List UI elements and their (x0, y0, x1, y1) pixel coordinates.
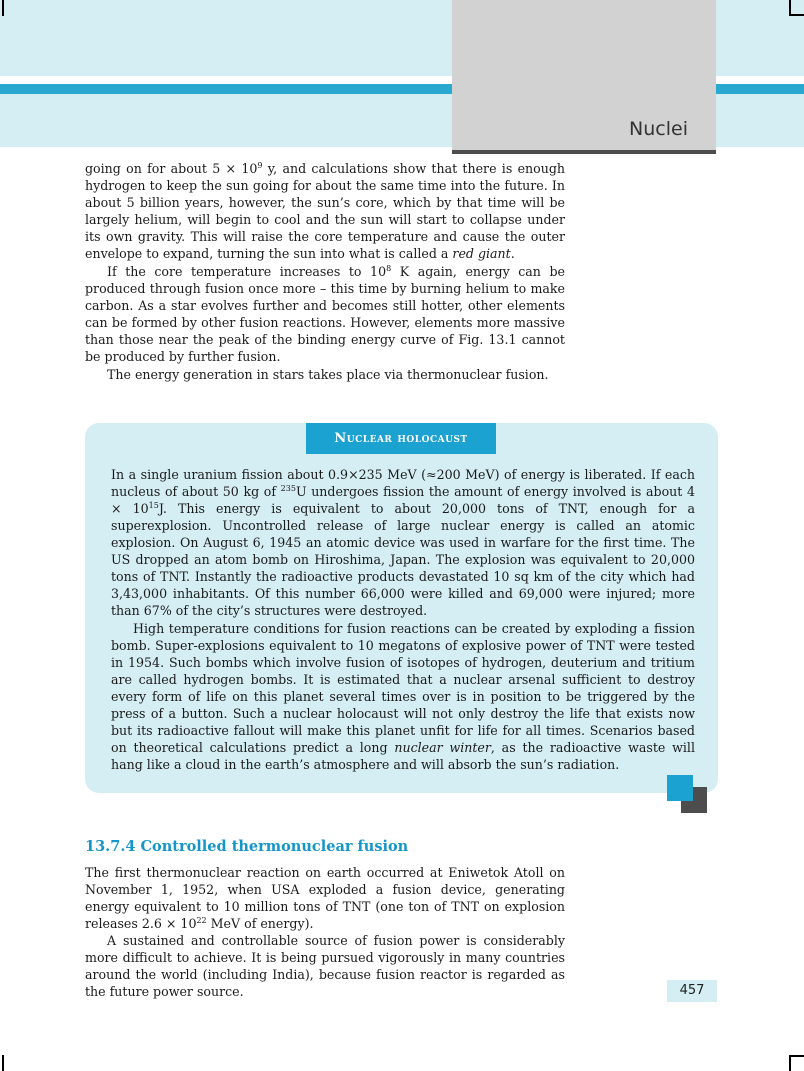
decorative-square-blue (667, 775, 693, 801)
chapter-tab (452, 0, 716, 154)
inset-paragraph: High temperature conditions for fusion reactions can be created by exploding a fission bomb. Super-explosions equivalent to 10 megatons of explosive power of TNT were tested in 1954. Such bombs which involve fusion of isotopes of hydrogen, deuterium and tritium are called hydrogen bombs. It is estimated that a nuclear arsenal sufficient to destroy every form of life on this planet several times over is in position to be triggered by the press of a button. Such a nuclear holocaust will not only destroy the life that exists now but its radioactive fallout will make this planet unfit for life for all times. Scenarios based on theoretical calculations predict a long nuclear winter, as the radioactive waste will hang like a cloud in the earth’s atmosphere and will absorb the sun’s radiation. (111, 621, 695, 772)
body-paragraph: If the core temperature increases to $10^8$ K again, energy can be produced through fusion once more – this time by burning helium to make carbon. As a star evolves further and becomes still hotter, other elements can be formed by other fusion reactions. However, elements more massive than those near the peak of the binding energy curve of Fig. 13.1 cannot be produced by further fusion. (85, 263, 565, 364)
crop-mark-bottom-left (2, 1055, 4, 1071)
section-heading: 13.7.4 Controlled thermonuclear fusion (85, 838, 409, 855)
inset-box-title (306, 423, 496, 454)
inset-box-title-text: Nuclear holocaust (334, 431, 468, 446)
inset-paragraph: In a single uranium fission about 0.9×235 MeV (≈200 MeV) of energy is liberated. If each nucleus of about 50 kg of $^{235}$U undergoes fission the amount of energy involved is about $4 \times 10^{15}J$. This energy is equivalent to about 20,000 tons of TNT, enough for a superexplosion. Uncontrolled release of large nuclear energy is called an atomic explosion. On August 6, 1945 an atomic device was used in warfare for the first time. The US dropped an atom bomb on Hiroshima, Japan. The explosion was equivalent to 20,000 tons of TNT. Instantly the radioactive products devastated 10 sq km of the city which had 3,43,000 inhabitants. Of this number 66,000 were killed and 69,000 were injured; more than 67% of the city’s structures were destroyed. (111, 467, 695, 618)
page-number: 457 (667, 980, 717, 1002)
crop-mark-top-right-h (789, 14, 804, 16)
chapter-title: Nuclei (629, 118, 688, 140)
body-paragraph: The energy generation in stars takes place via thermonuclear fusion. (107, 367, 549, 382)
section-paragraph: The first thermonuclear reaction on earth occurred at Eniwetok Atoll on November 1, 1952, when USA exploded a fusion device, generating energy equivalent to 10 million tons of TNT (one ton of TNT on explosion releases $2.6 \times 10^{22}$ MeV of energy). (85, 865, 565, 931)
body-paragraph: going on for about $5 \times 10^9$ y, and calculations show that there is enough hydrogen to keep the sun going for about the same time into the future. In about 5 billion years, however, the sun’s core, which by that time will be largely helium, will begin to cool and the sun will start to collapse under its own gravity. This will raise the core temperature and cause the outer envelope to expand, turning the sun into what is called a red giant. (85, 160, 565, 261)
crop-mark-top-left (2, 0, 4, 16)
crop-mark-bottom-right (789, 1055, 791, 1071)
crop-mark-bottom-right-h (789, 1055, 804, 1057)
section-paragraph: A sustained and controllable source of fusion power is considerably more difficult to achieve. It is being pursued vigorously in many countries around the world (including India), because fusion reactor is regarded as the future power source. (85, 933, 565, 999)
